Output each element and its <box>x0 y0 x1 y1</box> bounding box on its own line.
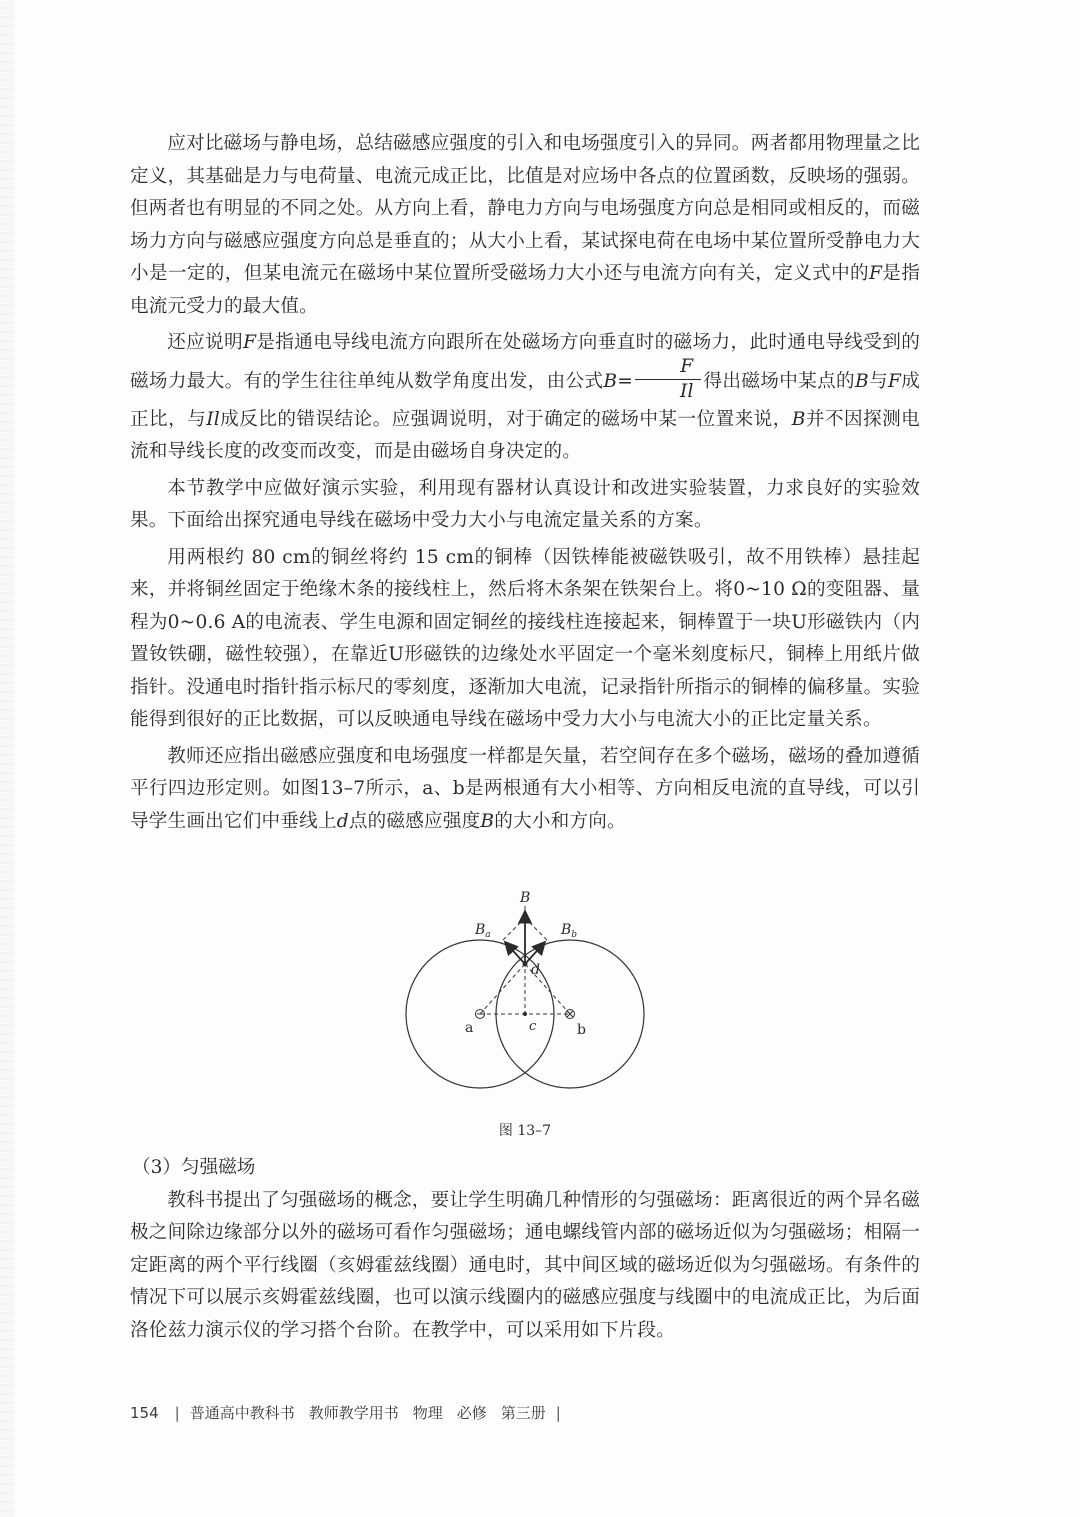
page-edge-shadow <box>0 0 14 1517</box>
paragraph-1: 应对比磁场与静电场，总结磁感应强度的引入和电场强度引入的异同。两者都用物理量之比定义，其基础是力与电荷量、电流元成正比，比值是对应场中各点的位置函数，反映场的强弱。但两者也有明显的不同之处。从方向上看，静电力方向与电场强度方向总是相同或相反的，而磁场力方向与磁感应强度方向总是垂直的；从大小上看，某试探电荷在电场中某位置所受静电力大小是一定的，但某电流元在磁场中某位置所受磁场力大小还与电流方向有关，定义式中的F是指电流元受力的最大值。 <box>130 133 920 317</box>
label-B: B <box>520 890 531 907</box>
footer-separator-right: | <box>555 1403 561 1422</box>
label-Bb: $B_b$ <box>561 922 578 941</box>
figure-caption: 图 13–7 <box>498 1123 552 1140</box>
label-c: c <box>529 1019 537 1035</box>
line-ad <box>480 964 525 1014</box>
label-d: d <box>531 962 540 979</box>
formula-lhs: B= <box>603 370 634 392</box>
magnetic-field-diagram <box>405 874 645 1114</box>
paragraph-5: 教师还应指出磁感应强度和电场强度一样都是矢量，若空间存在多个磁场，磁场的叠加遵循平行四边形定则。如图13–7所示，a、b是两根通有大小相等、方向相反电流的直导线，可以引导学生画出它们中垂线上d点的磁感应强度B的大小和方向。 <box>130 745 920 832</box>
paragraph-2: 还应说明F是指通电导线电流方向跟所在处磁场方向垂直时的磁场力，此时通电导线受到的磁场力最大。有的学生往往单纯从数学角度出发，由公式B= $\frac{F}{Il}$ 得出磁场中某点的B与F成正比，与Il成反比的错误结论。应强调说明，对于确定的磁场中某一位置来说，B并不因探测电流和导线长度的改变而改变，而是由磁场自身决定的。 <box>130 332 920 463</box>
book-title: 普通高中教科书 教师教学用书 物理 必修 第三册 <box>189 1404 546 1422</box>
footer-separator-left: | <box>174 1403 180 1422</box>
paragraph-3: 本节教学中应做好演示实验，利用现有器材认真设计和改进实验装置，力求良好的实验效果。下面给出探究通电导线在磁场中受力大小与电流定量关系的方案。 <box>130 477 920 532</box>
label-a: a <box>465 1020 474 1037</box>
page-content <box>130 128 920 1347</box>
section-heading: （3）匀强磁场 <box>132 1157 256 1179</box>
parallelogram-left <box>503 918 525 940</box>
paragraph-4: 用两根约 80 cm的铜丝将约 15 cm的铜棒（因铁棒能被磁铁吸引，故不用铁棒）悬挂起来，并将铜丝固定于绝缘木条的接线柱上，然后将木条架在铁架台上。将0~10 Ω的变阻器、量程为0~0.6 A的电流表、学生电源和固定铜丝的接线柱连接起来，铜棒置于一块U形磁铁内（内置钕铁硼，磁性较强），在靠近U形磁铁的边缘处水平固定一个毫米刻度标尺，铜棒上用纸片做指针。没通电时指针指示标尺的零刻度，逐渐加大电流，记录指针所指示的铜棒的偏移量。实验能得到很好的正比数据，可以反映通电导线在磁场中受力大小与电流大小的正比定量关系。 <box>130 546 920 731</box>
parallelogram-right <box>525 918 547 940</box>
figure-13-7 <box>130 874 920 1114</box>
paragraph-6: 教科书提出了匀强磁场的概念，要让学生明确几种情形的匀强磁场：距离很近的两个异名磁极之间除边缘部分以外的磁场可看作匀强磁场；通电螺线管内部的磁场近似为匀强磁场；相隔一定距离的两个平行线圈（亥姆霍兹线圈）通电时，其中间区域的磁场近似为匀强磁场。有条件的情况下可以展示亥姆霍兹线圈，也可以演示线圈内的磁感应强度与线圈中的电流成正比，为后面洛伦兹力演示仪的学习搭个台阶。在教学中，可以采用如下片段。 <box>130 1189 920 1341</box>
label-Ba: $B_a$ <box>475 922 491 941</box>
formula-fraction: $\frac{F}{Il}$ <box>635 358 701 402</box>
point-d <box>523 962 528 967</box>
label-b: b <box>577 1022 586 1039</box>
page-footer <box>130 1402 561 1423</box>
page-number: 154 <box>130 1403 159 1422</box>
point-c <box>523 1012 527 1016</box>
